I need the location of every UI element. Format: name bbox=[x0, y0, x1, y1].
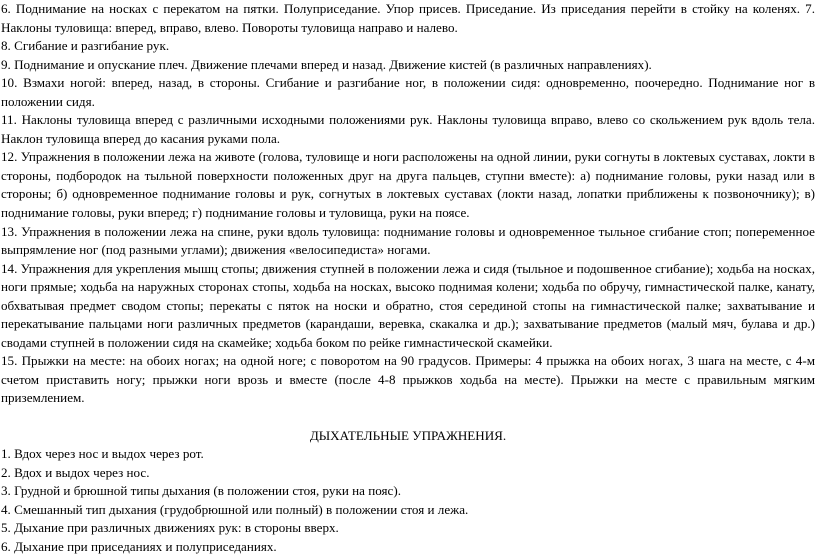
exercise-paragraph-12: 12. Упражнения в положении лежа на животе (голова, туловище и ноги расположены на одной линии, руки согнуты в локтевых суставах, локти в стороны, подбородок на тыльной поверхности положенных друг на друга пальцев, ступни вместе): а) поднимание головы, руки назад или в стороны; б) одновременное поднимание головы и рук, согнутых в локтевых суставах (локти назад, лопатки приближены к позвоночнику); в) поднимание головы, руки вперед; г) поднимание головы и туловища, руки на поясе. bbox=[1, 149, 815, 221]
exercise-paragraph-8: 8. Сгибание и разгибание рук. bbox=[1, 38, 170, 54]
exercise-paragraph-6-7: 6. Поднимание на носках с перекатом на пятки. Полуприседание. Упор присев. Приседание. Из приседания перейти в стойку на коленях. 7. Наклоны туловища: вперед, вправо, влево. Повороты туловища направо и налево. bbox=[1, 1, 815, 35]
breathing-item-1: 1. Вдох через нос и выдох через рот. bbox=[1, 446, 204, 462]
breathing-section-heading: ДЫХАТЕЛЬНЫЕ УПРАЖНЕНИЯ. bbox=[309, 427, 507, 443]
exercise-paragraph-10: 10. Взмахи ногой: вперед, назад, в стороны. Сгибание и разгибание ног, в положении сидя: одновременно, поочередно. Поднимание ног в положении сидя. bbox=[1, 75, 815, 109]
exercise-paragraph-14: 14. Упражнения для укрепления мышц стопы; движения ступней в положении лежа и сидя (тыльное и подошвенное сгибание); ходьба на носках, ноги прямые; ходьба на наружных сторонах стопы, ходьба на носках, высоко поднимая колени; ходьба по обручу, гимнастической палке, канату, обхватывая предмет сводом стопы; перекаты с пяток на носки и обратно, стоя серединой стопы на гимнастической палке; захватывание и перекатывание пальцами ноги различных предметов (карандаши, веревка, скакалка и др.); захватывание предметов (малый мяч, булава и др.) сводами ступней в положении сидя на скамейке; ходьба боком по рейке гимнастической скамейки. bbox=[1, 260, 815, 350]
exercise-paragraph-9: 9. Поднимание и опускание плеч. Движение плечами вперед и назад. Движение кистей (в различных направлениях). bbox=[1, 56, 652, 72]
breathing-item-3: 3. Грудной и брюшной типы дыхания (в положении стоя, руки на пояс). bbox=[1, 483, 401, 499]
breathing-item-4: 4. Смешанный тип дыхания (грудобрюшной или полный) в положении стоя и лежа. bbox=[1, 501, 469, 517]
exercise-paragraph-11: 11. Наклоны туловища вперед с различными исходными положениями рук. Наклоны туловища вправо, влево со скольжением рук вдоль тела. Наклон туловища вперед до касания руками пола. bbox=[1, 112, 815, 146]
section-spacer bbox=[1, 408, 815, 427]
breathing-item-6: 6. Дыхание при приседаниях и полуприседаниях. bbox=[1, 538, 277, 554]
exercise-paragraph-15: 15. Прыжки на месте: на обоих ногах; на одной ноге; с поворотом на 90 градусов. Примеры: 4 прыжка на обоих ногах, 3 шага на месте, с 4-м счетом приставить ногу; прыжки ноги врозь и вместе (после 4-8 прыжков ходьба на месте). Прыжки на месте с правильным мягким приземлением. bbox=[1, 353, 815, 406]
breathing-item-5: 5. Дыхание при различных движениях рук: в стороны вверх. bbox=[1, 520, 339, 536]
exercise-paragraph-13: 13. Упражнения в положении лежа на спине, руки вдоль туловища: поднимание головы и одновременное тыльное сгибание стоп; попеременное выпрямление ног (под разными углами); движения «велосипедиста» ногами. bbox=[1, 223, 815, 258]
breathing-item-2: 2. Вдох и выдох через нос. bbox=[1, 464, 150, 480]
